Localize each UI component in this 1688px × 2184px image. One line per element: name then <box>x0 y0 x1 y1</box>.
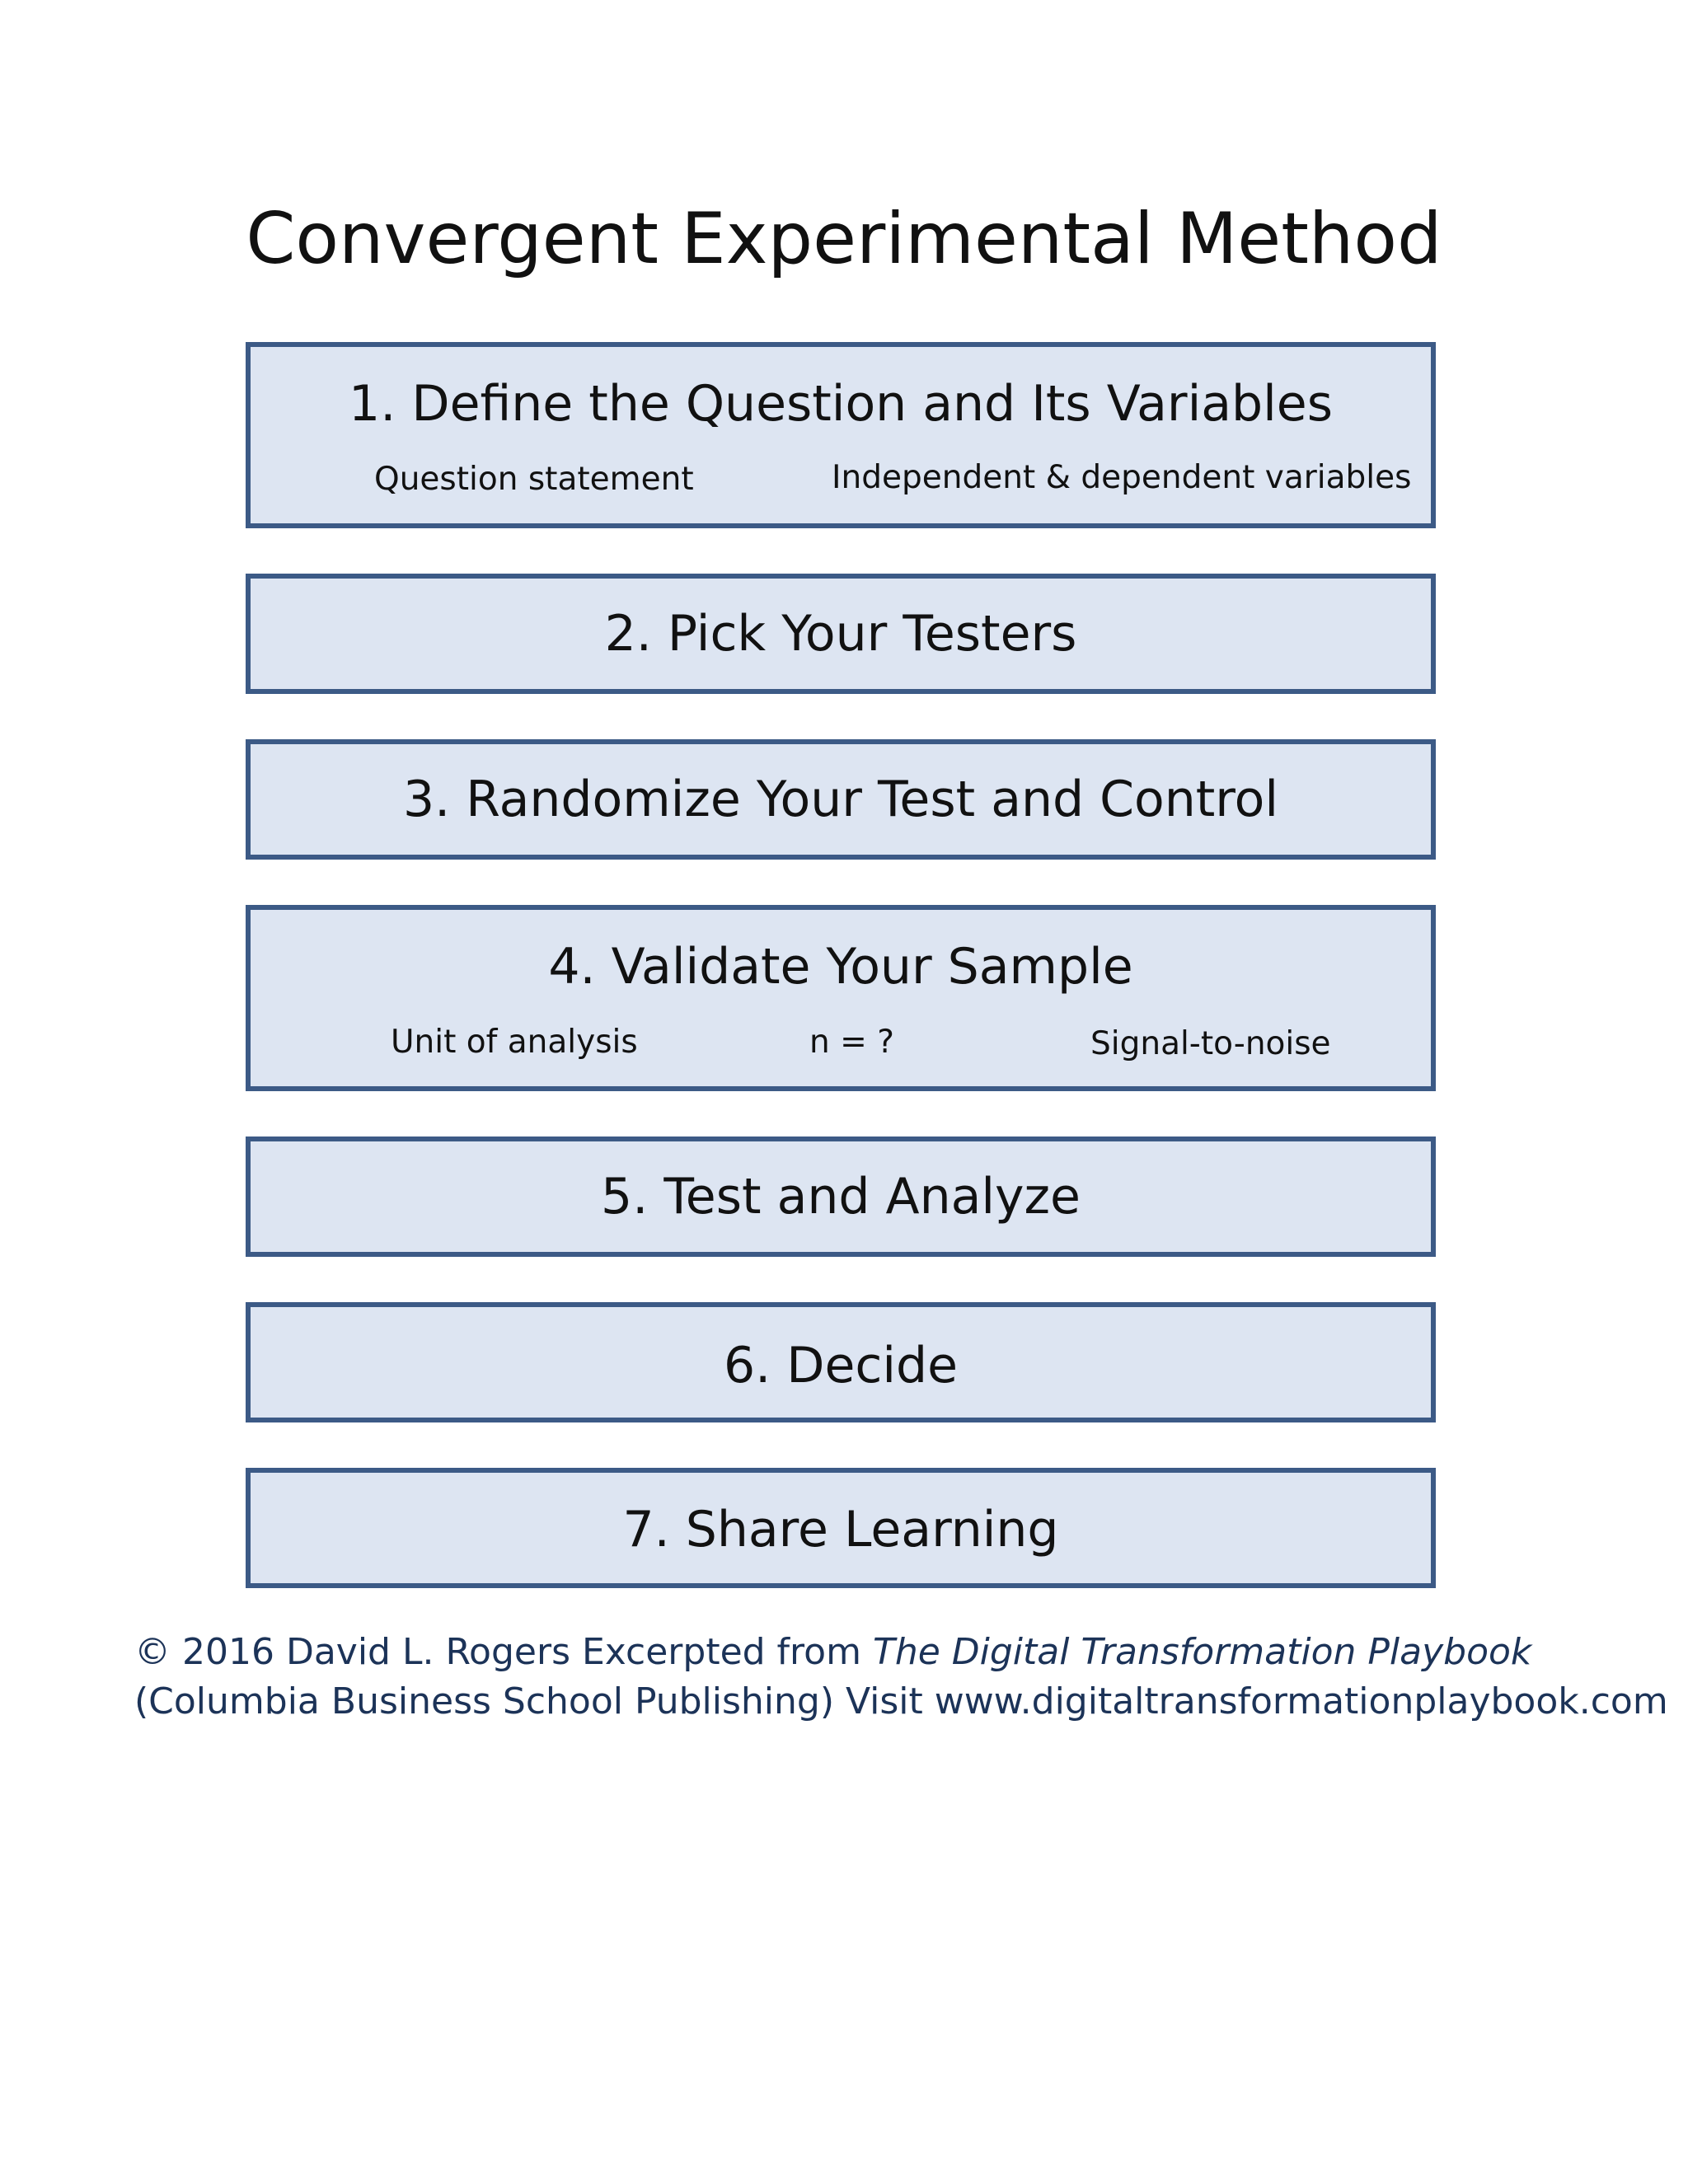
step-label-3: 3. Randomize Your Test and Control <box>402 771 1279 828</box>
step-1-detail-question-statement: Question statement <box>374 461 694 498</box>
step-box-3 <box>246 739 1436 860</box>
step-label-6: 6. Decide <box>723 1337 959 1394</box>
step-box-5 <box>246 1137 1436 1257</box>
book-title: The Digital Transformation Playbook <box>872 1631 1532 1673</box>
copyright-line-1 <box>134 1630 1531 1675</box>
step-4-detail-signal-to-noise: Signal-to-noise <box>1090 1025 1331 1062</box>
step-box-1 <box>246 342 1436 528</box>
step-label-4: 4. Validate Your Sample <box>548 938 1133 996</box>
step-box-4 <box>246 905 1436 1091</box>
step-box-6 <box>246 1302 1436 1422</box>
step-4-detail-sample-size: n = ? <box>809 1024 894 1061</box>
copyright-line-2: (Columbia Business School Publishing) Visit www.digitaltransformationplaybook.com <box>134 1680 1668 1722</box>
step-1-detail-variables: Independent & dependent variables <box>832 459 1412 496</box>
step-label-2: 2. Pick Your Testers <box>604 605 1077 663</box>
step-4-detail-unit-of-analysis: Unit of analysis <box>391 1024 638 1061</box>
step-box-2 <box>246 574 1436 694</box>
page-title: Convergent Experimental Method <box>246 198 1442 280</box>
step-box-7 <box>246 1468 1436 1588</box>
step-label-7: 7. Share Learning <box>622 1501 1059 1558</box>
step-label-5: 5. Test and Analyze <box>601 1168 1081 1226</box>
copyright-text: © 2016 David L. Rogers Excerpted from <box>134 1631 873 1673</box>
step-label-1: 1. Define the Question and Its Variables <box>349 375 1333 433</box>
